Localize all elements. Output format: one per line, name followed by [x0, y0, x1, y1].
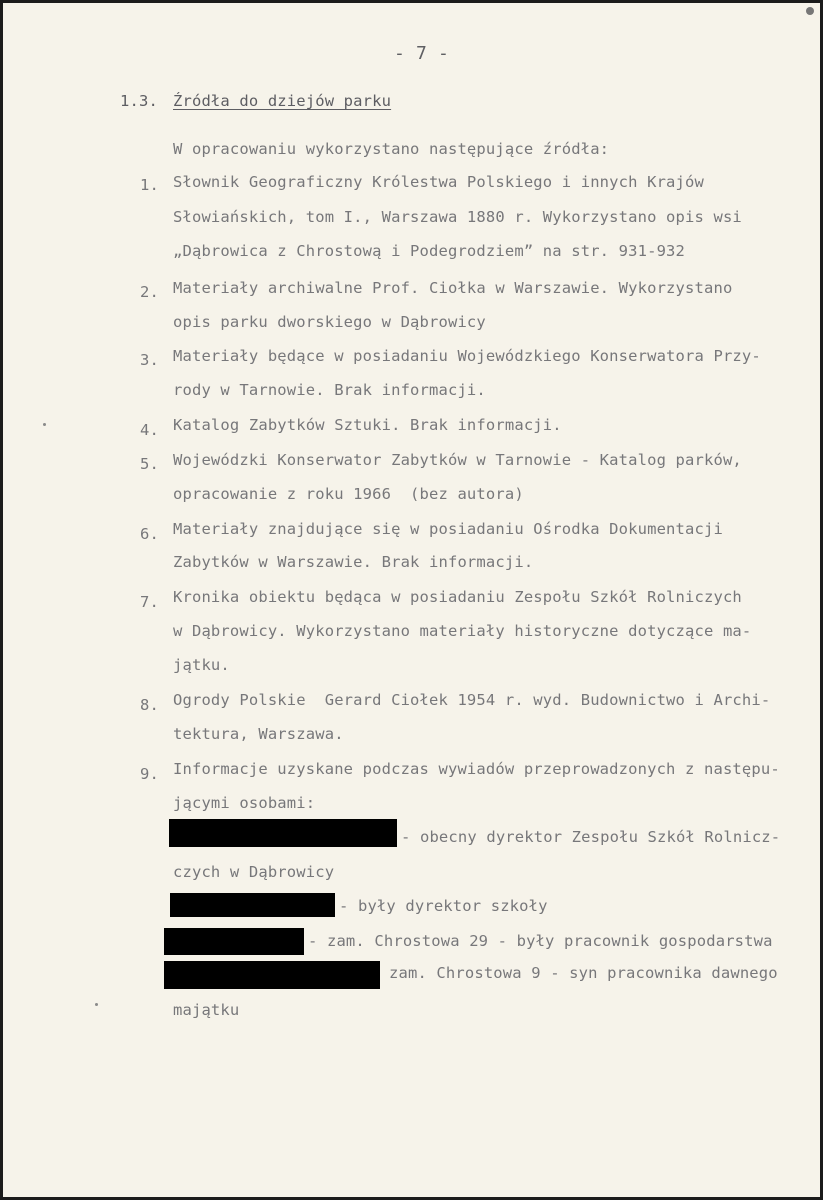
source-text-line: Kronika obiektu będąca w posiadaniu Zespołu Szkół Rolniczych — [173, 588, 742, 606]
source-text-line: rody w Tarnowie. Brak informacji. — [173, 381, 486, 399]
source-number: 8. — [140, 696, 159, 714]
source-text-line: „Dąbrowica z Chrostową i Podegrodziem” na str. 931-932 — [173, 242, 686, 260]
source-text-line: Zabytków w Warszawie. Brak informacji. — [173, 553, 534, 571]
redaction-bar — [170, 893, 335, 917]
source-text-line: Wojewódzki Konserwator Zabytków w Tarnowie - Katalog parków, — [173, 451, 742, 469]
section-number: 1.3. — [120, 92, 158, 110]
source-number: 7. — [140, 593, 159, 611]
source-number: 1. — [140, 176, 159, 194]
scan-speck — [43, 423, 46, 426]
section-title: Źródła do dziejów parku — [173, 92, 392, 110]
informant-text-line: - były dyrektor szkoły — [339, 897, 548, 915]
source-text-line: jątku. — [173, 656, 230, 674]
source-number: 2. — [140, 283, 159, 301]
intro-text: W opracowaniu wykorzystano następujące źródła: — [173, 140, 610, 158]
source-text-line: Materiały znajdujące się w posiadaniu Ośrodka Dokumentacji — [173, 520, 723, 538]
source-text-line: Słownik Geograficzny Królestwa Polskiego i innych Krajów — [173, 173, 704, 191]
informant-text-line: - zam. Chrostowa 29 - były pracownik gospodarstwa — [308, 932, 773, 950]
source-text-line: jącymi osobami: — [173, 794, 316, 812]
source-text-line: Słowiańskich, tom I., Warszawa 1880 r. Wykorzystano opis wsi — [173, 208, 742, 226]
scan-speck — [95, 1003, 98, 1006]
informant-text-line: czych w Dąbrowicy — [173, 863, 335, 881]
scan-artifact — [806, 7, 814, 15]
source-text-line: Informacje uzyskane podczas wywiadów przeprowadzonych z następu- — [173, 760, 780, 778]
redaction-bar — [164, 928, 304, 955]
informant-text-line: - obecny dyrektor Zespołu Szkół Rolnicz- — [401, 828, 781, 846]
informant-text-line: majątku — [173, 1001, 240, 1019]
source-text-line: Katalog Zabytków Sztuki. Brak informacji. — [173, 416, 562, 434]
redaction-bar — [169, 819, 397, 847]
redaction-bar — [164, 961, 380, 989]
page-number: - 7 - — [394, 43, 449, 64]
source-number: 5. — [140, 455, 159, 473]
source-text-line: Materiały będące w posiadaniu Wojewódzkiego Konserwatora Przy- — [173, 347, 761, 365]
document-page — [3, 3, 820, 1197]
source-number: 6. — [140, 525, 159, 543]
source-number: 4. — [140, 421, 159, 439]
source-text-line: opracowanie z roku 1966 (bez autora) — [173, 485, 524, 503]
source-text-line: opis parku dworskiego w Dąbrowicy — [173, 313, 486, 331]
source-text-line: Materiały archiwalne Prof. Ciołka w Warszawie. Wykorzystano — [173, 279, 733, 297]
source-text-line: tektura, Warszawa. — [173, 725, 344, 743]
source-number: 9. — [140, 765, 159, 783]
source-text-line: Ogrody Polskie Gerard Ciołek 1954 r. wyd. Budownictwo i Archi- — [173, 691, 771, 709]
informant-text-line: zam. Chrostowa 9 - syn pracownika dawnego — [389, 964, 778, 982]
source-text-line: w Dąbrowicy. Wykorzystano materiały historyczne dotyczące ma- — [173, 622, 752, 640]
source-number: 3. — [140, 351, 159, 369]
